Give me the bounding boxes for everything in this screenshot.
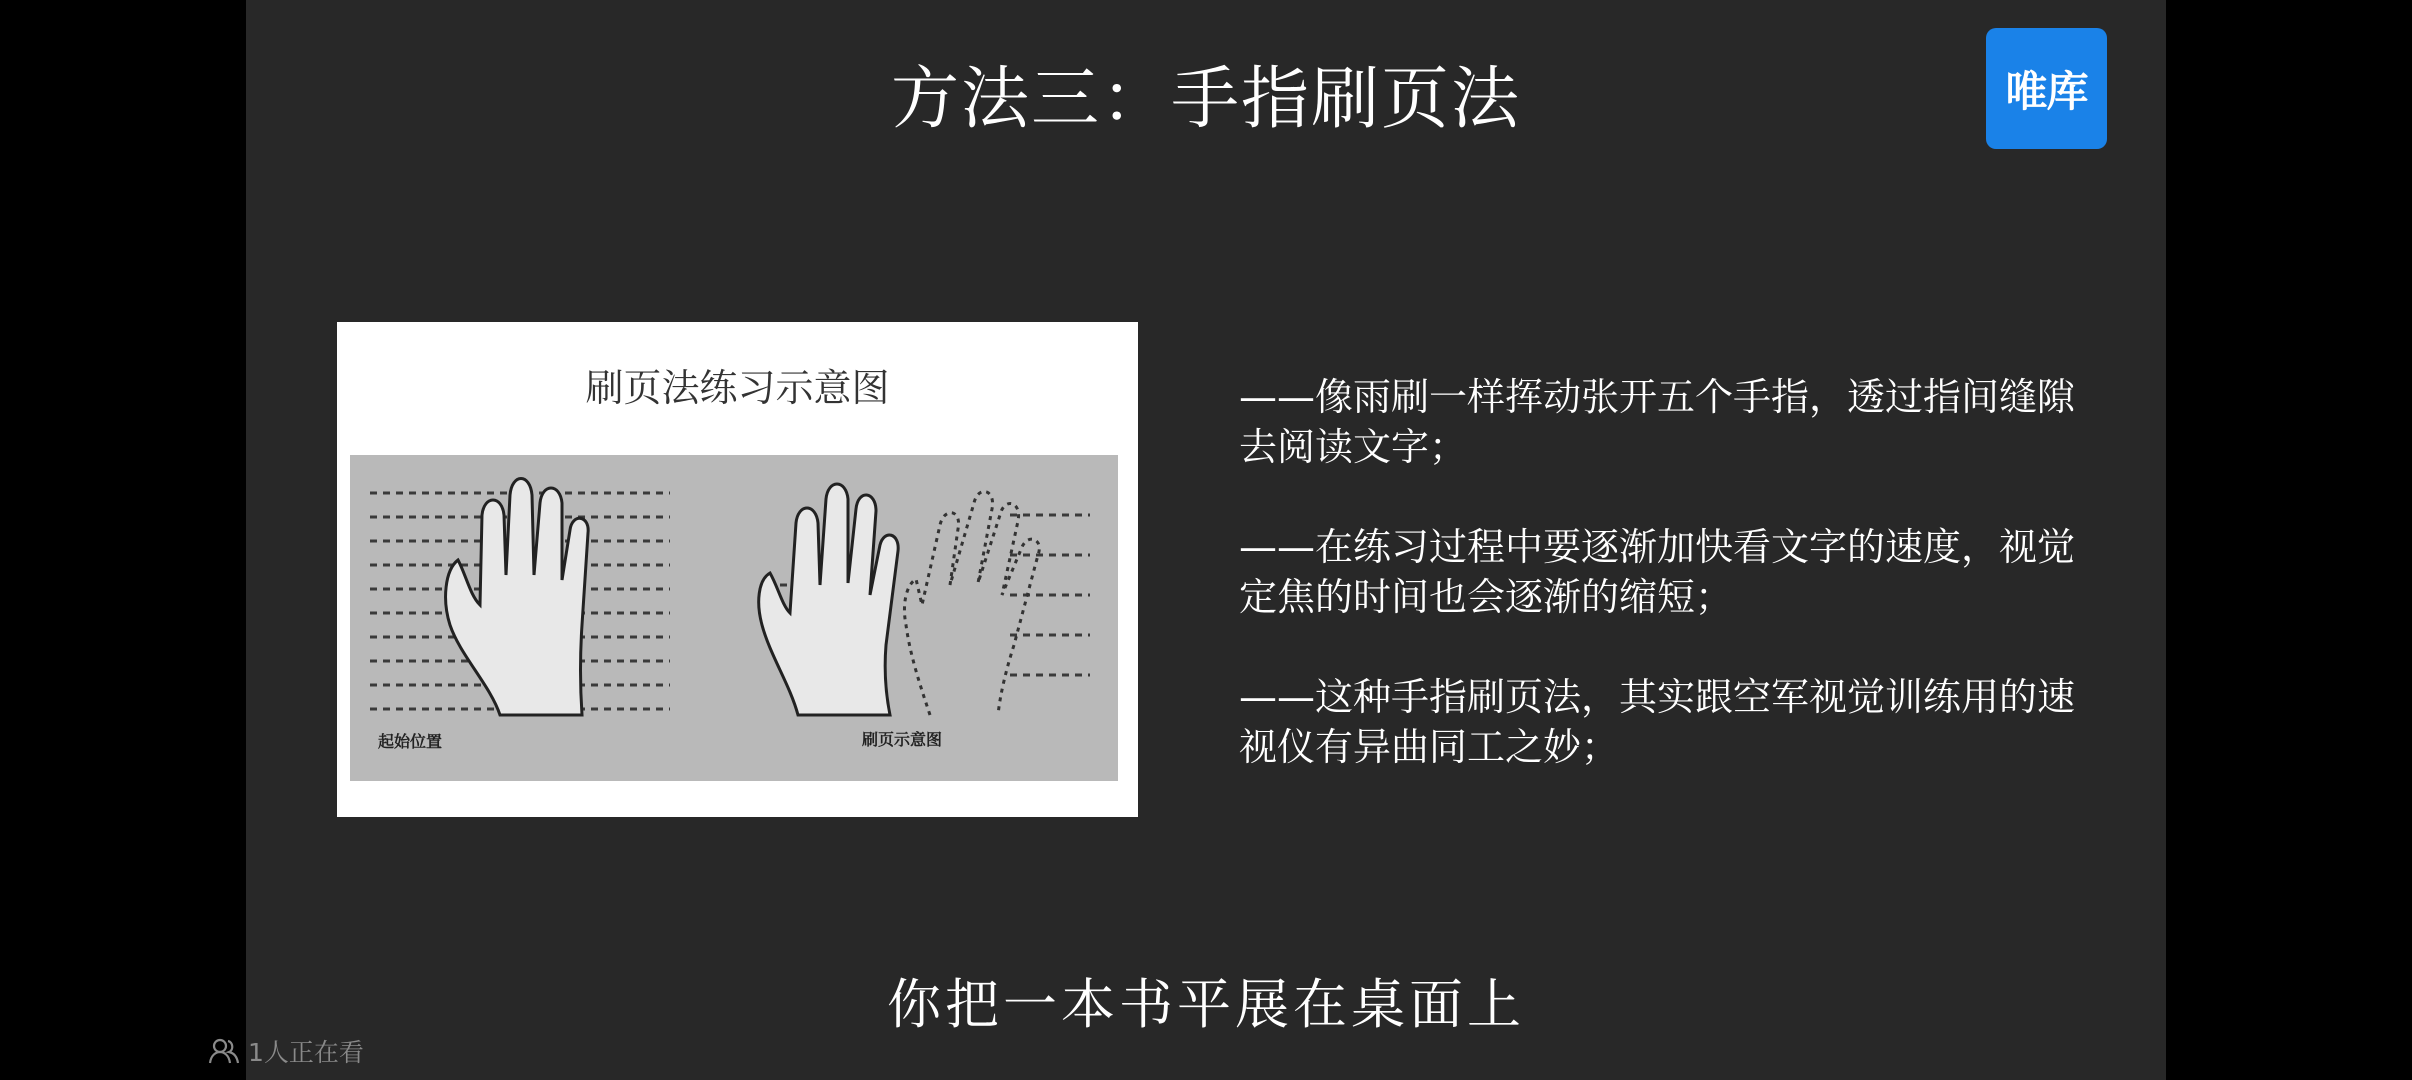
- bullet-item: ——这种手指刷页法，其实跟空军视觉训练用的速视仪有异曲同工之妙；: [1239, 675, 2076, 769]
- bullet-item: ——在练习过程中要逐渐加快看文字的速度，视觉定焦的时间也会逐渐的缩短；: [1239, 525, 2076, 619]
- illustration-card: [337, 322, 1138, 817]
- caption-brush-diagram: 刷页示意图: [862, 732, 943, 749]
- weiku-logo: 唯库: [1986, 28, 2107, 149]
- caption-start-position: 起始位置: [378, 734, 443, 751]
- viewer-count-label: 1人正在看: [248, 1038, 364, 1067]
- bullet-list: [1239, 372, 2099, 822]
- bullet-item: ——像雨刷一样挥动张开五个手指，透过指间缝隙去阅读文字；: [1239, 375, 2076, 469]
- presentation-slide: [246, 0, 2166, 1080]
- video-subtitle: 你把一本书平展在桌面上: [887, 973, 1525, 1036]
- illustration-title: 刷页法练习示意图: [585, 366, 890, 410]
- hand-diagram-image: [350, 455, 1118, 781]
- viewers-icon: [208, 1037, 240, 1065]
- viewer-count: [208, 1034, 364, 1068]
- slide-title: 方法三：手指刷页法: [890, 60, 1521, 139]
